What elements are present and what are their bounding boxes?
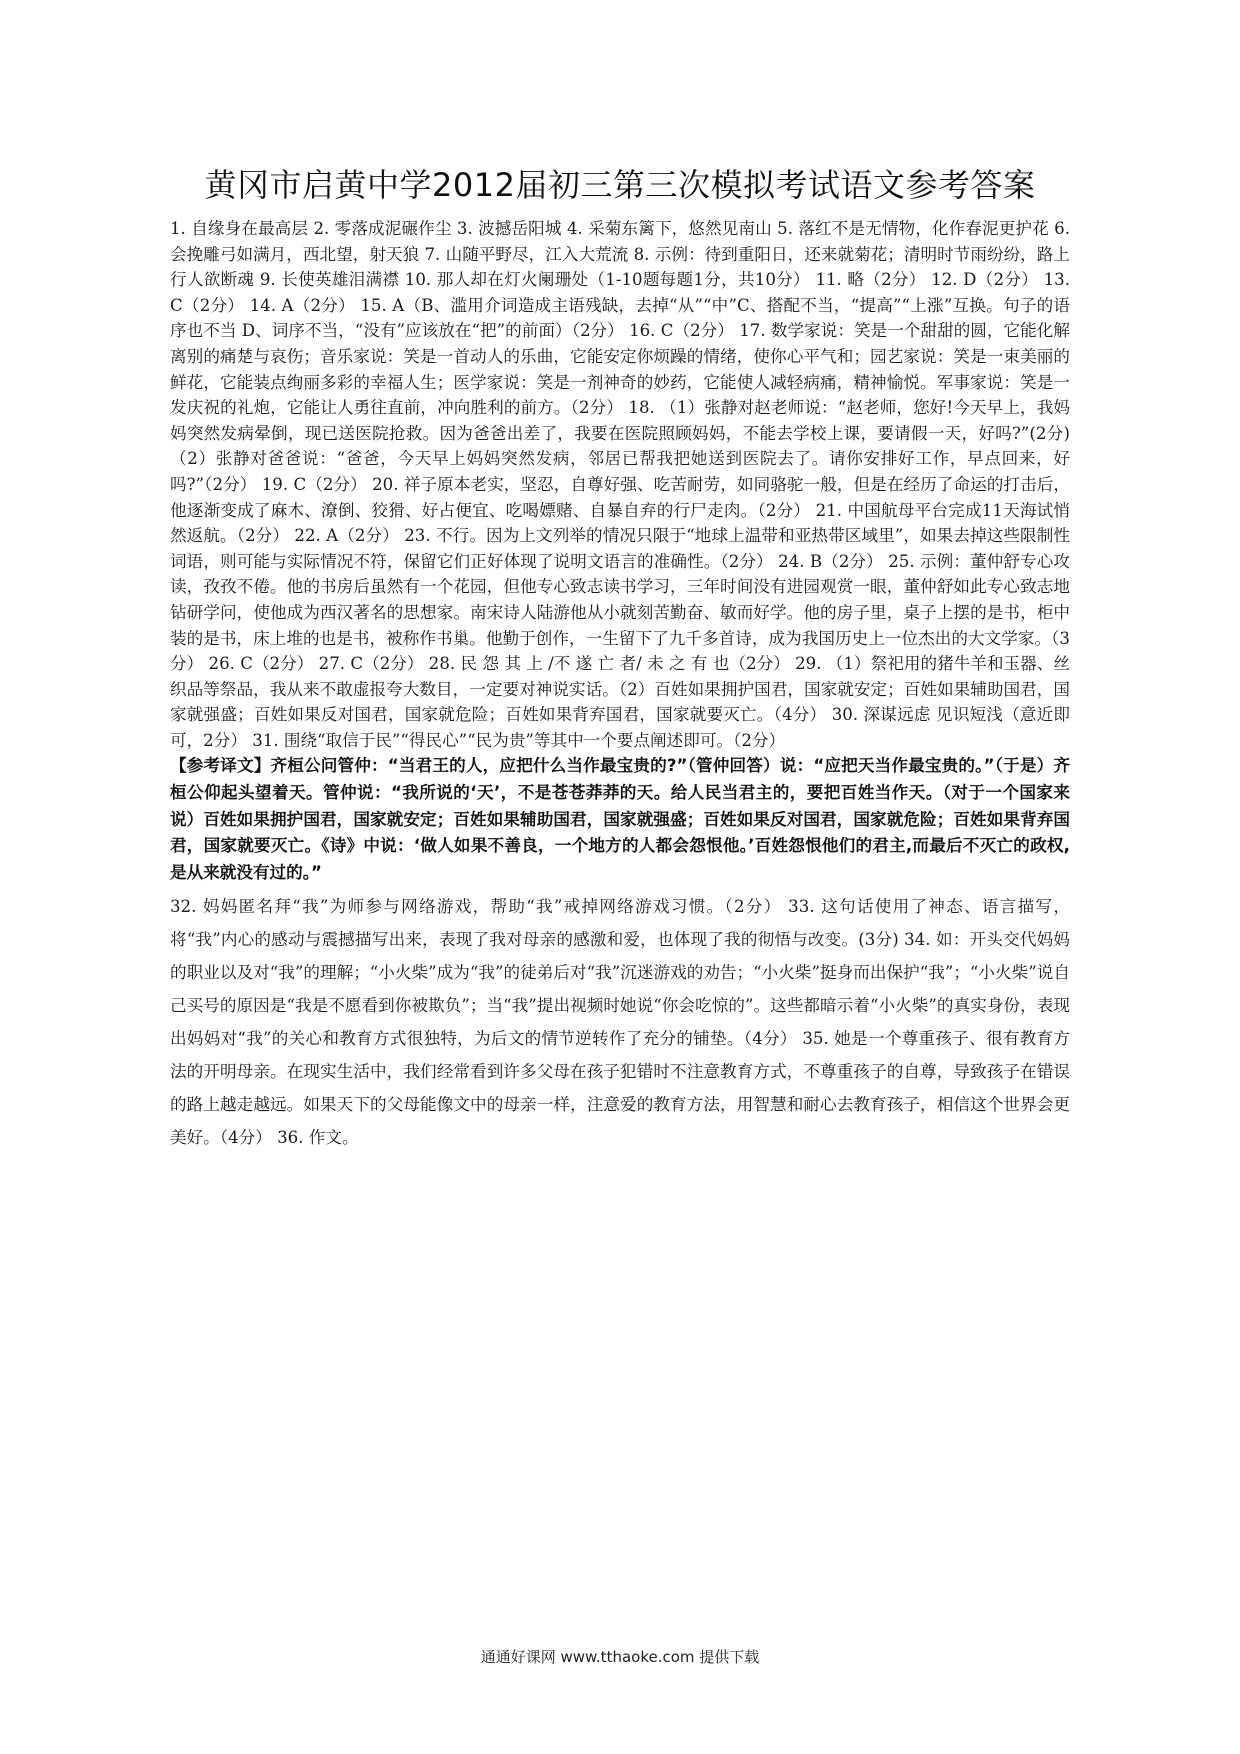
reference-translation: 【参考译文】齐桓公问管仲：“当君王的人，应把什么当作最宝贵的?”（管仲回答）说：“应把天当作最宝贵的。”（于是）齐桓公仰起头望着天。管仲说：“我所说的‘天’，不是苍苍莽莽的天。给人民当君主的，要把百姓当作天。（对于一个国家来说）百姓如果拥护国君，国家就安定；百姓如果辅助国君，国家就强盛；百姓如果反对国君，国家就危险；百姓如果背弃国君，国家就要灭亡。《诗》中说：‘做人如果不善良，一个地方的人都会怨恨他。’百姓怨恨他们的君主,而最后不灭亡的政权,是从来就没有过的。” — [170, 756, 1070, 882]
answers-32-36: 32. 妈妈匿名拜“我”为师参与网络游戏，帮助“我”戒掉网络游戏习惯。（2分） 33. 这句话使用了神态、语言描写，将“我”内心的感动与震撼描写出来，表现了我对母亲的感激和爱，也体现了我的彻悟与改变。(3分) 34. 如：开头交代妈妈的职业以及对“我”的理解；“小火柴”成为“我”的徒弟后对“我”沉迷游戏的劝告；“小火柴”挺身而出保护“我”；“小火柴”说自己买号的原因是“我是不愿看到你被欺负”；当“我”提出视频时她说“你会吃惊的”。这些都暗示着“小火柴”的真实身份，表现出妈妈对“我”的关心和教育方式很独特，为后文的情节逆转作了充分的铺垫。（4分） 35. 她是一个尊重孩子、很有教育方法的开明母亲。在现实生活中，我们经常看到许多父母在孩子犯错时不注意教育方式，不尊重孩子的自尊，导致孩子在错误的路上越走越远。如果天下的父母能像文中的母亲一样，注意爱的教育方法，用智慧和耐心去教育孩子，相信这个世界会更美好。（4分） 36. 作文。 — [170, 897, 1070, 1148]
answer-sheet — [170, 160, 1070, 1154]
footer-source: 通通好课网 www.tthaoke.com 提供下载 — [480, 1648, 760, 1666]
answers-1-31: 1. 自缘身在最高层 2. 零落成泥碾作尘 3. 波撼岳阳城 4. 采菊东篱下，悠然见南山 5. 落红不是无情物，化作春泥更护花 6. 会挽雕弓如满月，西北望，射天狼 7. 山随平野尽，江入大荒流 8. 示例：待到重阳日，还来就菊花；清明时节雨纷纷，路上行人欲断魂 9. 长使英雄泪满襟 10. 那人却在灯火阑珊处（1-10题每题1分，共10分） 11. 略（2分） 12. D（2分） 13. C（2分） 14. A（2分） 15. A（B、滥用介词造成主语残缺，去掉“从”“中”C、搭配不当，“提高”“上涨”互换。句子的语序也不当 D、词序不当，“没有”应该放在“把”的前面）（2分） 16. C（2分） 17. 数学家说：笑是一个甜甜的圆，它能化解离别的痛楚与哀伤；音乐家说：笑是一首动人的乐曲，它能安定你烦躁的情绪，使你心平气和；园艺家说：笑是一束美丽的鲜花，它能装点绚丽多彩的幸福人生；医学家说：笑是一剂神奇的妙药，它能使人减轻病痛，精神愉悦。军事家说：笑是一发庆祝的礼炮，它能让人勇往直前，冲向胜利的前方。（2分） 18. （1）张静对赵老师说：“赵老师，您好!今天早上，我妈妈突然发病晕倒，现已送医院抢救。因为爸爸出差了，我要在医院照顾妈妈，不能去学校上课，要请假一天，好吗?”(2分) （2）张静对爸爸说：“爸爸，今天早上妈妈突然发病，邻居已帮我把她送到医院去了。请你安排好工作，早点回来，好吗?”（2分） 19. C（2分） 20. 祥子原本老实，坚忍，自尊好强、吃苦耐劳，如同骆驼一般，但是在经历了命运的打击后，他逐渐变成了麻木、潦倒、狡猾、好占便宜、吃喝嫖赌、自暴自弃的行尸走肉。（2分） 21. 中国航母平台完成11天海试悄然返航。（2分） 22. A（2分） 23. 不行。因为上文列举的情况只限于“地球上温带和亚热带区域里”，如果去掉这些限制性词语，则可能与实际情况不符，保留它们正好体现了说明文语言的准确性。（2分） 24. B（2分） 25. 示例：董仲舒专心攻读，孜孜不倦。他的书房后虽然有一个花园，但他专心致志读书学习，三年时间没有进园观赏一眼，董仲舒如此专心致志地钻研学问，使他成为西汉著名的思想家。南宋诗人陆游他从小就刻苦勤奋、敏而好学。他的房子里，桌子上摆的是书，柜中装的是书，床上堆的也是书，被称作书巢。他勤于创作，一生留下了九千多首诗，成为我国历史上一位杰出的大文学家。（3分） 26. C（2分） 27. C（2分） 28. 民 怨 其 上 /不 遂 亡 者/ 未 之 有 也（2分） 29. （1）祭祀用的猪牛羊和玉器、丝织品等祭品，我从来不敢虚报夸大数目，一定要对神说实话。（2）百姓如果拥护国君，国家就安定；百姓如果辅助国君，国家就强盛；百姓如果反对国君，国家就危险；百姓如果背弃国君，国家就要灭亡。（4分） 30. 深谋远虑 见识短浅（意近即可，2分） 31. 围绕“取信于民”“得民心”“民为贵”等其中一个要点阐述即可。（2分） — [170, 219, 1070, 750]
page-title: 黄冈市启黄中学2012届初三第三次模拟考试语文参考答案 — [204, 166, 1036, 204]
